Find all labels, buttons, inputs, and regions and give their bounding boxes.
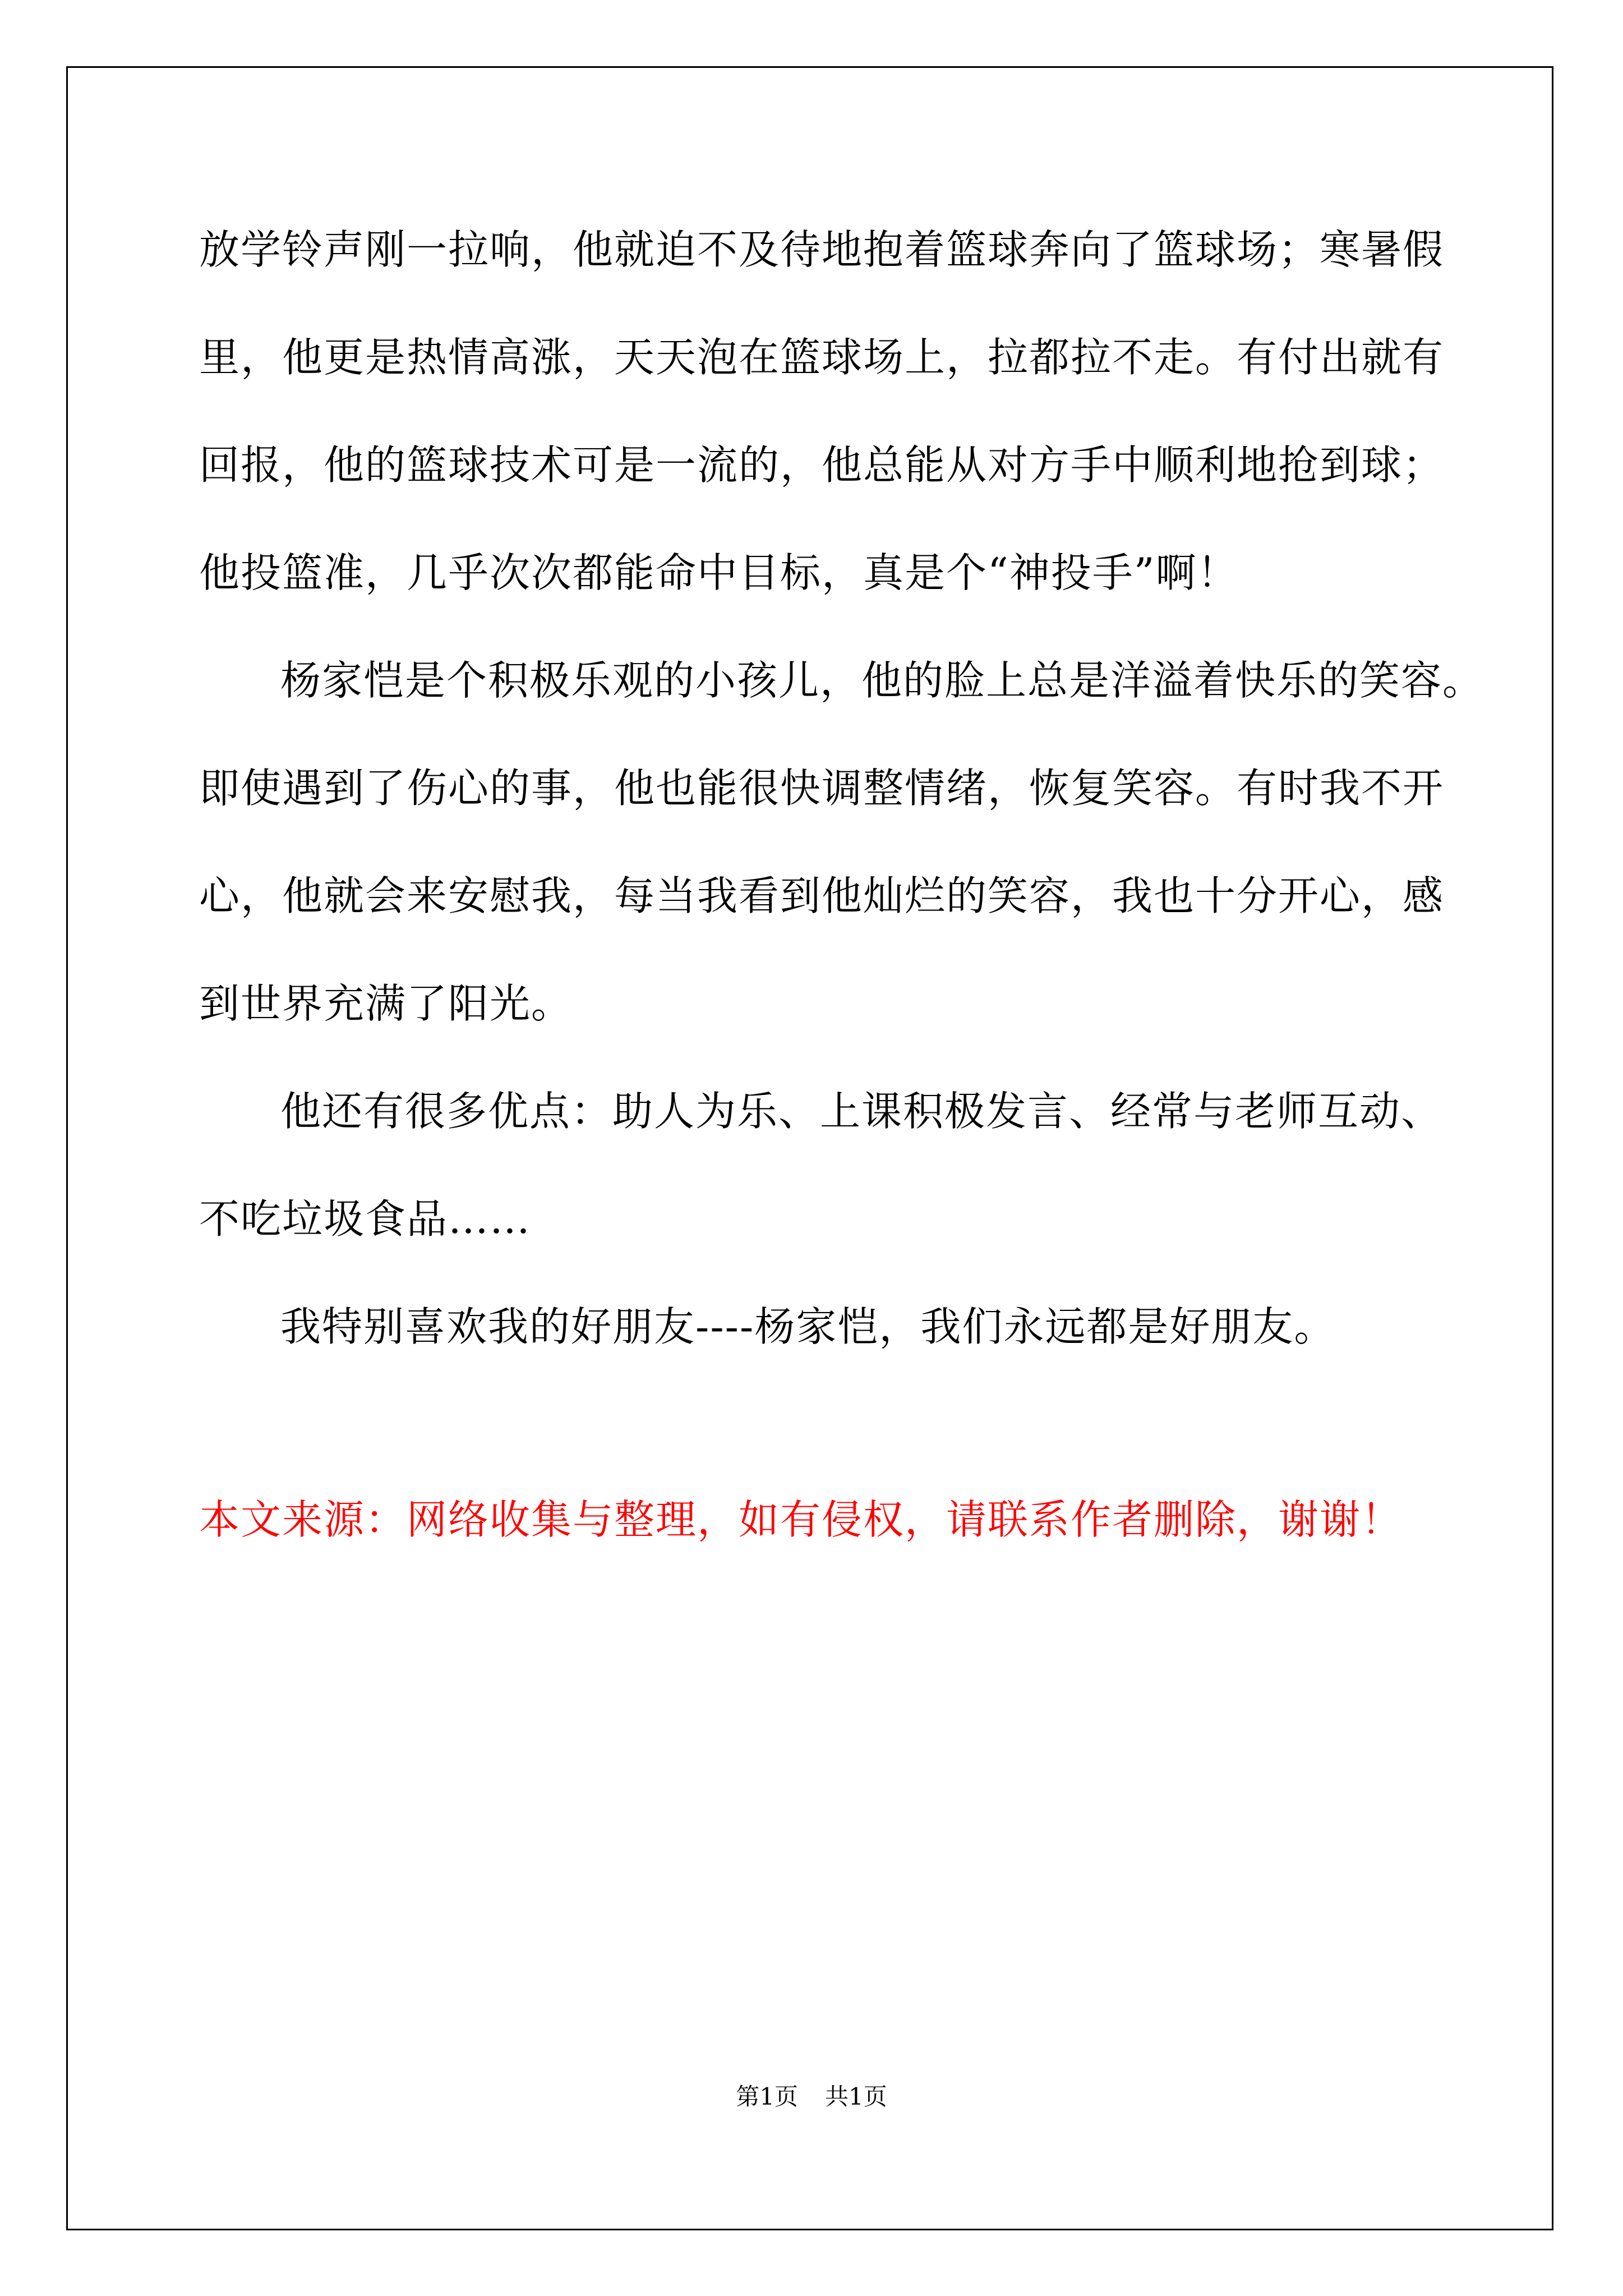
- paragraph-line: 杨家恺是个积极乐观的小孩儿，他的脸上总是洋溢着快乐的笑容。: [280, 657, 1484, 704]
- paragraph-line: 到世界充满了阳光。: [199, 980, 573, 1027]
- page-total: 共1页: [825, 2083, 887, 2110]
- paragraph-line: 即使遇到了伤心的事，他也能很快调整情绪，恢复笑容。有时我不开: [199, 765, 1445, 812]
- paragraph-line: 他投篮准，几乎次次都能命中目标，真是个“神投手”啊！: [199, 549, 1239, 596]
- paragraph-line: 放学铃声刚一拉响，他就迫不及待地抱着篮球奔向了篮球场；寒暑假: [199, 226, 1445, 273]
- paragraph-line: 里，他更是热情高涨，天天泡在篮球场上，拉都拉不走。有付出就有: [199, 334, 1445, 381]
- paragraph-line: 回报，他的篮球技术可是一流的，他总能从对方手中顺利地抢到球；: [199, 441, 1445, 489]
- paragraph-line: 他还有很多优点：助人为乐、上课积极发言、经常与老师互动、: [280, 1088, 1443, 1135]
- source-note: 本文来源：网络收集与整理，如有侵权，请联系作者删除，谢谢！: [199, 1496, 1403, 1543]
- paragraph-line: 不吃垃圾食品……: [199, 1195, 532, 1243]
- paragraph-line: 心，他就会来安慰我，每当我看到他灿烂的笑容，我也十分开心，感: [199, 872, 1445, 919]
- page-border: [66, 66, 1553, 2230]
- paragraph-line: 我特别喜欢我的好朋友----杨家恺，我们永远都是好朋友。: [280, 1303, 1336, 1350]
- page-current: 第1页: [736, 2083, 798, 2110]
- page-footer: [0, 2080, 1623, 2114]
